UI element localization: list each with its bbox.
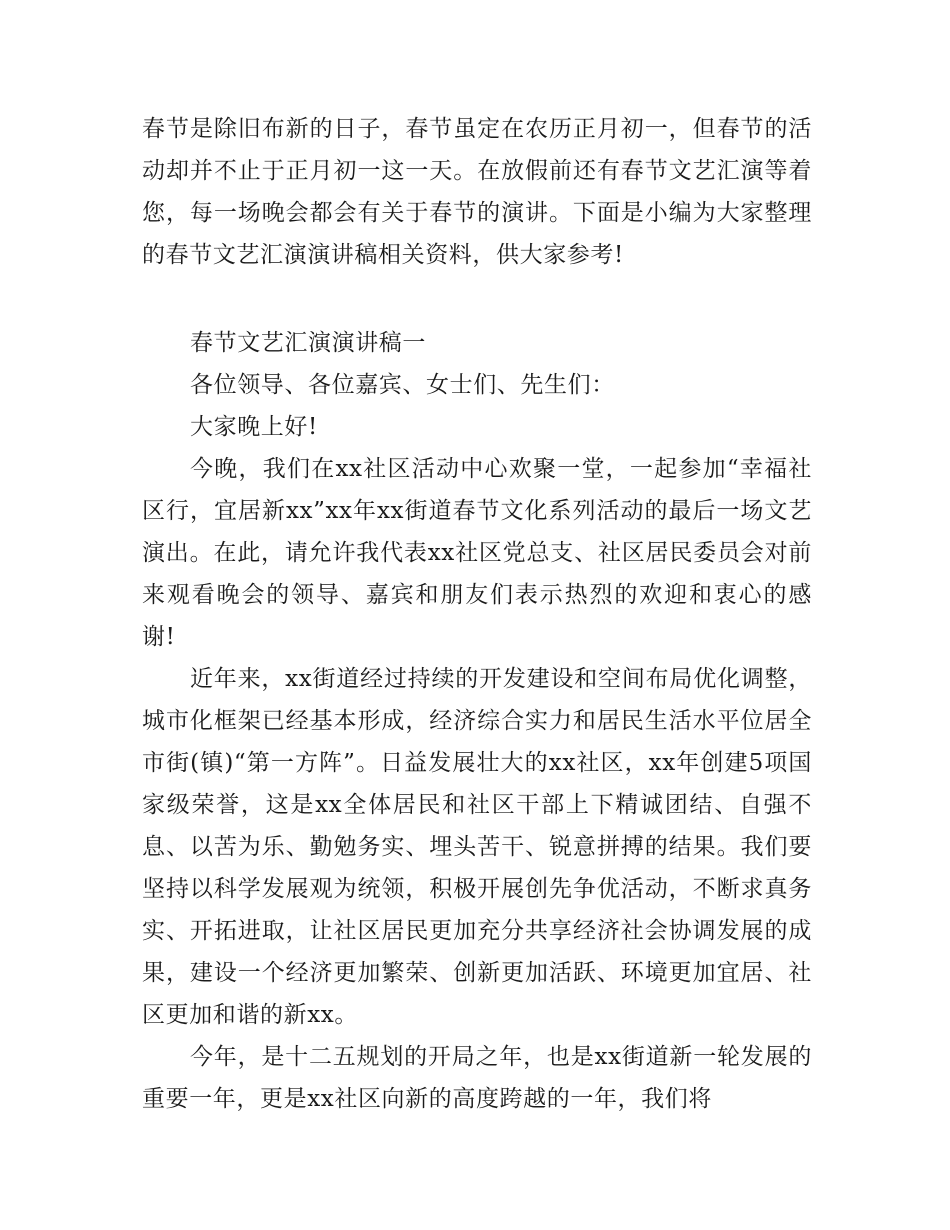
body-paragraph-2: 近年来，xx街道经过持续的开发建设和空间布局优化调整，城市化框架已经基本形成，经济综合实力和居民生活水平位居全市街(镇)“第一方阵”。日益发展壮大的xx社区，xx年创建5项国家级荣誉，这是xx全体居民和社区干部上下精诚团结、自强不息、以苦为乐、勤勉务实、埋头苦干、锐意拼搏的结果。我们要坚持以科学发展观为统领，积极开展创先争优活动，不断求真务实、开拓进取，让社区居民更加充分共享经济社会协调发展的成果，建设一个经济更加繁荣、创新更加活跃、环境更加宜居、社区更加和谐的新xx。: [142, 666, 812, 1028]
greeting: 大家晚上好!: [190, 414, 318, 440]
document-body: [142, 108, 812, 1120]
body-paragraph-3: 今年，是十二五规划的开局之年，也是xx街道新一轮发展的重要一年，更是xx社区向新的高度跨越的一年，我们将: [142, 1044, 812, 1112]
section-title: 春节文艺汇演演讲稿一: [190, 330, 426, 356]
body-paragraph-1: 今晚，我们在xx社区活动中心欢聚一堂，一起参加“幸福社区行，宜居新xx”xx年xx街道春节文化系列活动的最后一场文艺演出。在此，请允许我代表xx社区党总支、社区居民委员会对前来观看晚会的领导、嘉宾和朋友们表示热烈的欢迎和衷心的感谢!: [142, 456, 812, 650]
intro-paragraph: 春节是除旧布新的日子，春节虽定在农历正月初一，但春节的活动却并不止于正月初一这一天。在放假前还有春节文艺汇演等着您，每一场晚会都会有关于春节的演讲。下面是小编为大家整理的春节文艺汇演演讲稿相关资料，供大家参考!: [142, 116, 812, 268]
salutation: 各位领导、各位嘉宾、女士们、先生们：: [190, 372, 615, 398]
